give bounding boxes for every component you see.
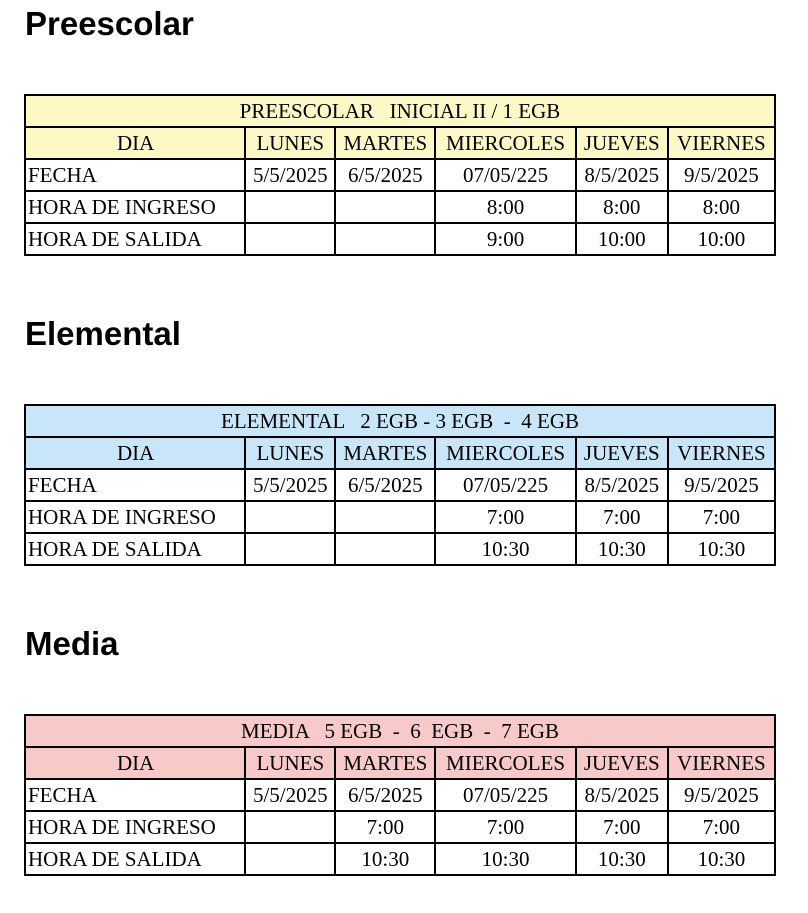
table-row-hora-ingreso [25,191,775,223]
table-cell: 10:00 [576,223,668,255]
table-row-fecha [25,779,775,811]
column-header-viernes: VIERNES [668,127,775,159]
table-header-row [25,127,775,159]
table-cell: 7:00 [435,501,575,533]
table-cell: 7:00 [668,501,775,533]
table-row-hora-salida [25,223,775,255]
table-cell [335,191,435,223]
column-header-jueves: JUEVES [576,127,668,159]
column-header-viernes: VIERNES [668,747,775,779]
column-header-miercoles: MIERCOLES [435,747,575,779]
table-cell [335,223,435,255]
table-title-row [25,95,775,127]
table-cell: 07/05/225 [435,779,575,811]
table-header-row [25,437,775,469]
table-cell: 10:30 [668,533,775,565]
row-label: HORA DE SALIDA [25,533,245,565]
table-cell: 5/5/2025 [245,159,335,191]
table-cell: 10:30 [435,533,575,565]
table-cell [335,501,435,533]
schedule-table-preescolar [24,94,776,256]
table-cell: 7:00 [435,811,575,843]
table-row-hora-ingreso [25,811,775,843]
table-cell: 9/5/2025 [668,159,775,191]
row-label: HORA DE INGRESO [25,501,245,533]
table-row-fecha [25,159,775,191]
column-header-dia: DIA [25,747,245,779]
table-cell: 10:30 [668,843,775,875]
column-header-miercoles: MIERCOLES [435,127,575,159]
table-cell [245,843,335,875]
table-cell: 7:00 [668,811,775,843]
table-cell: 7:00 [576,811,668,843]
table-cell [245,533,335,565]
table-cell: 7:00 [576,501,668,533]
table-title: MEDIA 5 EGB - 6 EGB - 7 EGB [25,715,775,747]
column-header-martes: MARTES [335,127,435,159]
table-cell: 10:00 [668,223,775,255]
column-header-martes: MARTES [335,747,435,779]
table-cell: 6/5/2025 [335,159,435,191]
column-header-dia: DIA [25,127,245,159]
table-cell: 5/5/2025 [245,469,335,501]
table-cell: 5/5/2025 [245,779,335,811]
table-header-row [25,747,775,779]
table-cell: 8/5/2025 [576,779,668,811]
table-cell: 8/5/2025 [576,469,668,501]
table-title-row [25,405,775,437]
table-cell: 8:00 [435,191,575,223]
row-label: HORA DE INGRESO [25,811,245,843]
row-label: HORA DE SALIDA [25,223,245,255]
table-row-hora-salida [25,843,775,875]
row-label: FECHA [25,159,245,191]
table-cell [245,191,335,223]
column-header-martes: MARTES [335,437,435,469]
table-cell: 8/5/2025 [576,159,668,191]
table-cell: 10:30 [576,843,668,875]
row-label: FECHA [25,779,245,811]
section-title-media: Media [25,625,119,662]
row-label: FECHA [25,469,245,501]
table-cell: 6/5/2025 [335,469,435,501]
table-cell: 8:00 [668,191,775,223]
schedule-table-media [24,714,776,876]
table-row-hora-ingreso [25,501,775,533]
column-header-lunes: LUNES [245,747,335,779]
schedule-table-elemental [24,404,776,566]
table-row-fecha [25,469,775,501]
table-cell: 10:30 [576,533,668,565]
table-cell: 9:00 [435,223,575,255]
table-cell [245,223,335,255]
column-header-miercoles: MIERCOLES [435,437,575,469]
table-title: ELEMENTAL 2 EGB - 3 EGB - 4 EGB [25,405,775,437]
table-cell [245,811,335,843]
table-cell: 07/05/225 [435,159,575,191]
table-title-row [25,715,775,747]
table-cell: 07/05/225 [435,469,575,501]
table-cell [335,533,435,565]
column-header-jueves: JUEVES [576,747,668,779]
section-title-elemental: Elemental [25,315,181,352]
table-row-hora-salida [25,533,775,565]
table-cell: 9/5/2025 [668,469,775,501]
row-label: HORA DE INGRESO [25,191,245,223]
column-header-lunes: LUNES [245,127,335,159]
table-cell: 10:30 [435,843,575,875]
section-title-preescolar: Preescolar [25,5,194,42]
table-cell: 9/5/2025 [668,779,775,811]
row-label: HORA DE SALIDA [25,843,245,875]
table-cell: 6/5/2025 [335,779,435,811]
column-header-lunes: LUNES [245,437,335,469]
table-title: PREESCOLAR INICIAL II / 1 EGB [25,95,775,127]
table-cell: 7:00 [335,811,435,843]
table-cell: 10:30 [335,843,435,875]
table-cell [245,501,335,533]
column-header-jueves: JUEVES [576,437,668,469]
table-cell: 8:00 [576,191,668,223]
column-header-viernes: VIERNES [668,437,775,469]
column-header-dia: DIA [25,437,245,469]
